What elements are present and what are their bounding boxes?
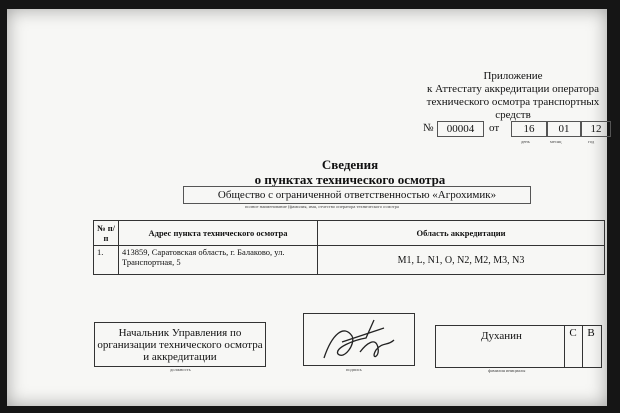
signer-initial-1: С [564,326,581,367]
document-title [240,157,460,187]
position-text: Начальник Управления по организации технического осмотра и аккредитации [97,327,263,363]
header-number: № п/п [94,221,119,246]
certificate-day: 16 [511,121,547,137]
name-caption: фамилия инициалы [488,368,526,373]
appendix-header [408,70,618,122]
position-caption: должность [170,367,191,372]
row-scope: M1, L, N1, O, N2, M2, M3, N3 [318,246,605,275]
handwritten-signature [304,314,414,365]
organization-name: Общество с ограниченной ответственностью «Агрохимик» [183,186,531,204]
appendix-line: средств [495,109,531,121]
number-sign: № [423,122,434,134]
row-number: 1. [94,246,119,275]
inspection-points-table [93,220,605,275]
certificate-number-row [423,121,613,139]
appendix-line: технического осмотра транспортных [426,96,600,108]
appendix-line: к Аттестату аккредитации оператора [426,83,600,95]
signer-name-box [435,325,602,368]
header-scope: Область аккредитации [318,221,605,246]
month-caption: месяц [550,139,562,144]
organization-caption: полное наименование (фамилия, имя, отчество оператора технического осмотра [245,204,399,209]
certificate-month: 01 [547,121,581,137]
row-address: 413859, Саратовская область, г. Балаково, ул. Транспортная, 5 [119,246,318,275]
certificate-year: 12 [581,121,611,137]
year-caption: год [588,139,595,144]
day-caption: день [521,139,530,144]
title-line: о пунктах технического осмотра [254,172,446,187]
table-row [94,246,605,275]
appendix-line: Приложение [483,70,543,82]
signer-initial-2: В [582,326,599,367]
signature-box [303,313,415,366]
from-label: от [489,122,500,134]
signer-surname: Духанин [481,330,522,342]
signer-position [94,322,266,367]
header-address: Адрес пункта технического осмотра [119,221,318,246]
signature-caption: подпись [346,367,362,372]
title-line: Сведения [321,157,379,172]
table-header-row [94,221,605,246]
certificate-number: 00004 [437,121,484,137]
